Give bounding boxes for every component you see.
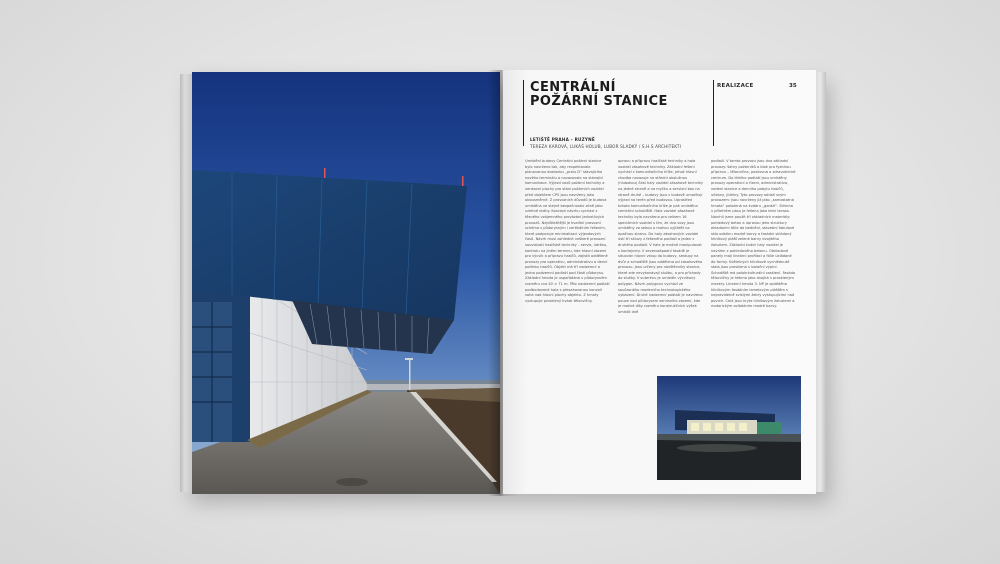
text-column-2: opravu a přípravu hasičské techniky a hala vozidel zásahové techniky. Základní řešení vychází z komunikačního kříže, jehož hlavní chodba navazuje na střední obslužnou (hlubokou) část haly vozidel zásahové techniky na jedné straně a na myčku a servisní box na straně druhé – budovy jsou v budově umožňují výjezd na terén před budovou. Uprostřed tohoto komunikačního kříže je pak umístěna centrální schodiště. Hala vozidel zásahové techniky byla navržena pro celkem 16 speciálních vozidel s tím, že dva vozy jsou umístěny za sebou a mohou vyjíždět na opačnou stranu. Do haly zásahových vozidel ústí tři skluzy z řešeného podlaží a jeden z druhého podlaží. V hale je možné manipulovat s kontejnery. V severozápadní fasádě je situován hlavní vstup do budovy, sestupy na dvůr a schodiště jsou oddělena od zásahového provozu. Jsou určeny pro návštěvníky stanice, které zde nevykonávají službu, a pro příchody do služby. V suterénu je umístěn výcvikový polygon. Návrh polygonu vychází ze současného moderního technologického vybavení. Druhé nadzemní podlaží je navrženo pouze nad půdorysem servisního zázemí, kde je možné díky rozměru konstrukčních výšek umístit dvě — [618, 159, 703, 315]
text-column-1: Umístění budovy Centrální požární stanice bylo navrženo tak, aby respektovalo plánovanou dostavbu „prstu D“ stávajícího nového terminálu a navazovalo na stávající komunikace. Výjezd vozů požární techniky a venkovní plochy pro stání požárních vozidel před objektem CPS jsou navrženy jako obousměrné. Z provozních důvodů je budova umístěna ve stejné bezpečnostní zóně jako vzletné dráhy. Koncept návrhu vychází z těsného vzájemného provázání jednotlivých provozů. Nejdůležitější je kvalitní provozní schéma s půdorysným i vertikálním řešením, které podporuje minimalizaci výjezdových časů. Návrh musí zohlednit veškeré provozní souvislosti hasičské techniky – servis, údržbu, kontrolu na jiném terminu, kde hlavní zázemí pro výcvik a přípravu hasičů, zajistit oddělené provozy pro operativu, administrativu a denní potřebu hasičů. Objekt má tři nadzemní a jedno podzemní podlaží pod částí půdorysu. Základní hmota je uspořádána v půdorysném rozměru cca 40 × 71 m. Tělo nadzemní podlaží podbudované hala s přesahovanou konzolí sahá nad hlavní plochy objektu. Z hmoty vystupuje prosklený kvádr tělocvičny. — [525, 159, 610, 303]
page-stack-left — [180, 74, 192, 492]
night-building-photo — [657, 376, 801, 480]
left-page-photo — [192, 72, 500, 494]
section-rule — [713, 80, 714, 146]
article-title: CENTRÁLNÍ POŽÁRNÍ STANICE — [530, 80, 668, 109]
right-page — [503, 70, 816, 494]
title-rule — [523, 80, 524, 146]
architecture-photo — [192, 72, 500, 494]
page-number: 35 — [789, 83, 797, 89]
section-label: REALIZACE — [717, 83, 754, 89]
text-column-3: podlaží. V tomto provozu jsou dva základní provozy: šatny požárníků a blok pro fyzickou přípravu – tělocvična, posilovna a zdravotnické centrum. Do třetího podlaží jsou umístěny provozy operativní a řízení, administrativa, vedení stanice a denního pobytu hasičů, učebny, jídelny. Tyto provozy odráží svým provozem: jsou navrženy již jako „samostatná hmota“ položená na kvádru „garáží“. Střecha v přilehlém pásu je řešena jako letní terasa. Navrhli jsme použít tři základních materiály: pohledový beton a úpravou jeho struktury ekladanim fólie do bednění, stavební fabulové sklo odstínu modré barvy a fasádní skládaný hliníkový plášť zelené barvy dvojitého žaluziem. Základní kvádr haly vozidel je navržen z pohledového betonu. Obkladové panely mají lineární profilaci a fólie ukládané do formy. Světelných hliníkové vychlédnuté stala jsou prosklena s izolační výplní. Schodiště má polokrkulturální zasklení. Fasáda tělocvičny je řešena jako dvojitá s proskleným mezery. Lineární hmota 3. NP je opláštěna hliníkovým fasádním lamelovým pláštěm s nepravidelně svislými žebry vystupujícími nad povrch. Celá jsou kryta hliníkovým žaluziemi a motorickým ovládáním modré barvy. — [711, 159, 796, 309]
article-location: LETIŠTĚ PRAHA – RUZYNĚ — [530, 137, 595, 142]
article-authors: TEREZA KAROVÁ, LUKÁŠ HOLUB, LUBOR SLADKÝ / S.H.S ARCHITEKTI — [530, 144, 681, 149]
